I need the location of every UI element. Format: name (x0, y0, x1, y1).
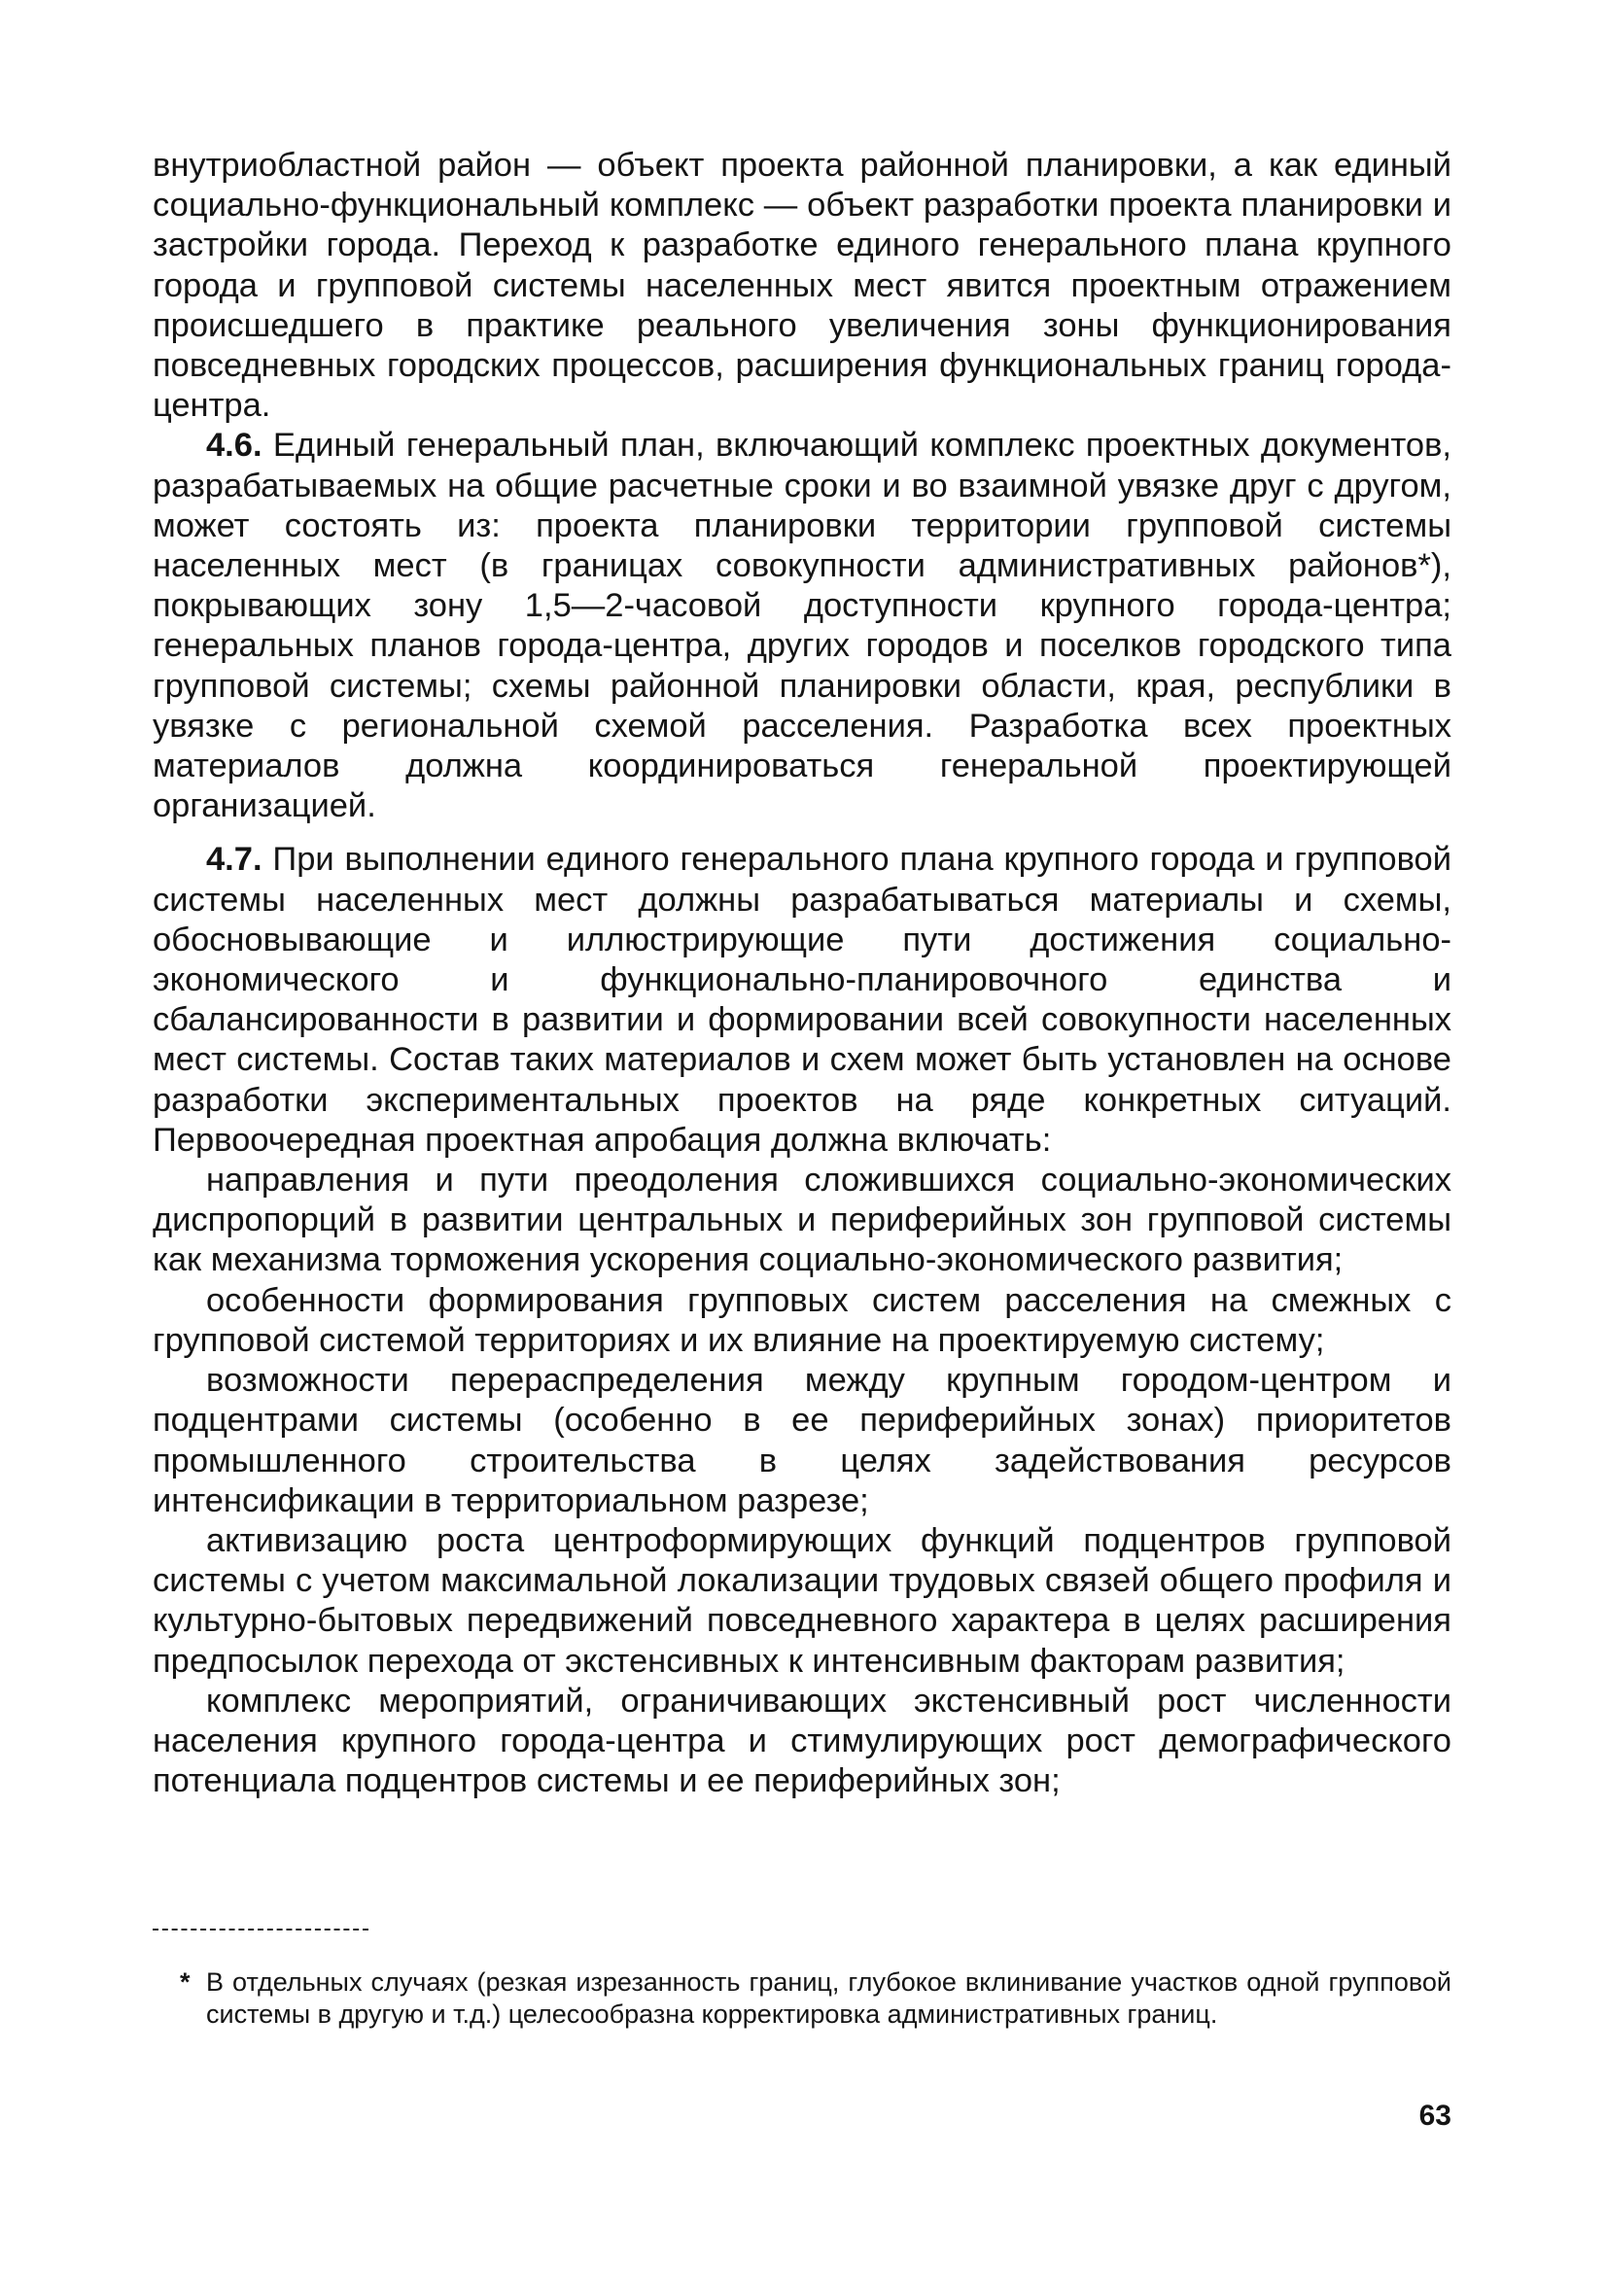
list-item (153, 1161, 1451, 1281)
document-page (153, 146, 1451, 2226)
footnote (180, 1966, 1451, 2030)
paragraph-continuation (153, 146, 1451, 426)
paragraph-number: 4.6. (206, 427, 262, 465)
list-item (153, 1682, 1451, 1802)
list-item-text: направления и пути преодоления сложившихся социально-экономических диспропорций в развитии центральных и периферийных зон групповой системы как механизма торможения ускорения социально-экономического развития; (153, 1162, 1451, 1279)
list-item-text: комплекс мероприятий, ограничивающих экстенсивный рост численности населения крупного города-центра и стимулирующих рост демографического потенциала подцентров системы и ее периферийных зон; (153, 1682, 1451, 1800)
footnote-text: В отдельных случаях (резкая изрезанность границ, глубокое вклинивание участков одной групповой системы в другую и т.д.) целесообразна корректировка административных границ. (206, 1967, 1451, 2029)
list-item-text: активизацию роста центроформирующих функций подцентров групповой системы с учетом максимальной локализации трудовых связей общего профиля и культурно-бытовых передвижений повседневного характера в целях расширения предпосылок перехода от экстенсивных к интенсивным факторам развития; (153, 1521, 1451, 1680)
list-item (153, 1361, 1451, 1521)
list-item (153, 1521, 1451, 1682)
paragraph-text: Единый генеральный план, включающий комплекс проектных документов, разрабатываемых на общие расчетные сроки и во взаимной увязке друг с другом, может состоять из: проекта планировки территории групповой системы населенных мест (в границах совокупности административных районов*), покрывающих зону 1,5—2-часовой доступности крупного города-центра; генеральных планов города-центра, других городов и поселков городского типа групповой системы; схемы районной планировки области, края, республики в увязке с региональной схемой расселения. Разработка всех проектных материалов должна координироваться генеральной проектирующей организацией. (153, 427, 1452, 825)
page-number: 63 (1418, 2100, 1451, 2132)
paragraph-text: внутриобластной район — объект проекта районной планировки, а как единый социально-функциональный комплекс — объект разработки проекта планировки и застройки города. Переход к разработке единого генерального плана крупного города и групповой системы населенных мест явится проектным отражением происшедшего в практике реального увеличения зоны функционирования повседневных городских процессов, расширения функциональных границ города-центра. (153, 147, 1451, 425)
paragraph-4-7 (153, 840, 1451, 1161)
footnote-mark: * (180, 1967, 191, 1997)
paragraph-text: При выполнении единого генерального плана крупного города и групповой системы населенных мест должны разрабатываться материалы и схемы, обосновывающие и иллюстрирующие пути достижения социально-экономического и функционально-планировочного единства и сбалансированности в развитии и формировании всей совокупности населенных мест системы. Состав таких материалов и схем может быть установлен на основе разработки экспериментальных проектов на ряде конкретных ситуаций. Первоочередная проектная апробация должна включать: (153, 841, 1451, 1159)
paragraph-4-6 (153, 426, 1451, 826)
list-item-text: возможности перераспределения между крупным городом-центром и подцентрами системы (особенно в ее периферийных зонах) приоритетов промышленного строительства в целях задействования ресурсов интенсификации в территориальном разрезе; (153, 1362, 1451, 1519)
footnote-divider (153, 1929, 368, 1931)
paragraph-number: 4.7. (206, 841, 262, 879)
list-item-text: особенности формирования групповых систем расселения на смежных с групповой системой территориях и их влияние на проектируемую систему; (153, 1281, 1451, 1359)
list-item (153, 1281, 1451, 1361)
